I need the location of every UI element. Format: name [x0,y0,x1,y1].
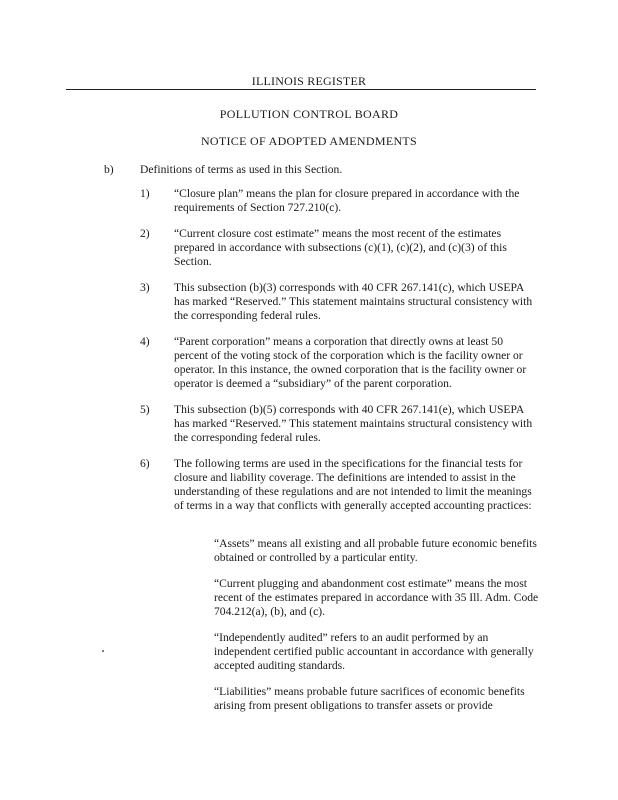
header-rule [66,89,536,90]
definition-independently-audited: “Independently audited” refers to an audit performed by an independent certified public accountant in accordance with generally accepted auditing standards. [214,631,534,672]
item-text: The following terms are used in the specifications for the financial tests for closure and liability coverage. The definitions are intended to assist in the understanding of these regulations and are not intended to limit the meanings of terms in a way that conflicts with generally accepted accounting practices: [174,457,532,512]
item-text: “Parent corporation” means a corporation that directly owns at least 50 percent of the voting stock of the corporation which is the facility owner or operator. In this instance, the owned corporation that is the facility owner or operator is deemed a “subsidiary” of the parent corporation. [174,335,527,390]
item-number: 6) [140,457,150,470]
item-text: This subsection (b)(3) corresponds with 40 CFR 267.141(c), which USEPA has marked “Reserved.” This statement maintains structural consistency with the corresponding federal rules. [174,281,533,322]
scan-speck [102,650,104,652]
item-text: “Closure plan” means the plan for closure prepared in accordance with the requirements of Section 727.210(c). [174,187,520,214]
notice-title: NOTICE OF ADOPTED AMENDMENTS [200,134,418,148]
item-number: 4) [140,335,150,348]
item-number: 3) [140,281,150,294]
subsection-b-text: Definitions of terms as used in this Section. [140,163,343,176]
definition-liabilities: “Liabilities” means probable future sacrifices of economic benefits arising from present obligations to transfer assets or provide [214,685,525,712]
subsection-b-label: b) [104,163,114,176]
definition-current-plugging: “Current plugging and abandonment cost estimate” means the most recent of the estimates prepared in accordance with 35 Ill. Adm. Code 704.212(a), (b), and (c). [214,577,539,618]
definition-assets: “Assets” means all existing and all probable future economic benefits obtained or controlled by a particular entity. [214,537,537,564]
item-text: This subsection (b)(5) corresponds with 40 CFR 267.141(e), which USEPA has marked “Reserved.” This statement maintains structural consistency with the corresponding federal rules. [174,403,533,444]
item-number: 1) [140,187,150,200]
board-title: POLLUTION CONTROL BOARD [219,107,399,121]
register-title: ILLINOIS REGISTER [251,74,367,88]
item-number: 5) [140,403,150,416]
item-number: 2) [140,227,150,240]
item-text: “Current closure cost estimate” means the most recent of the estimates prepared in accordance with subsections (c)(1), (c)(2), and (c)(3) of this Section. [174,227,507,268]
